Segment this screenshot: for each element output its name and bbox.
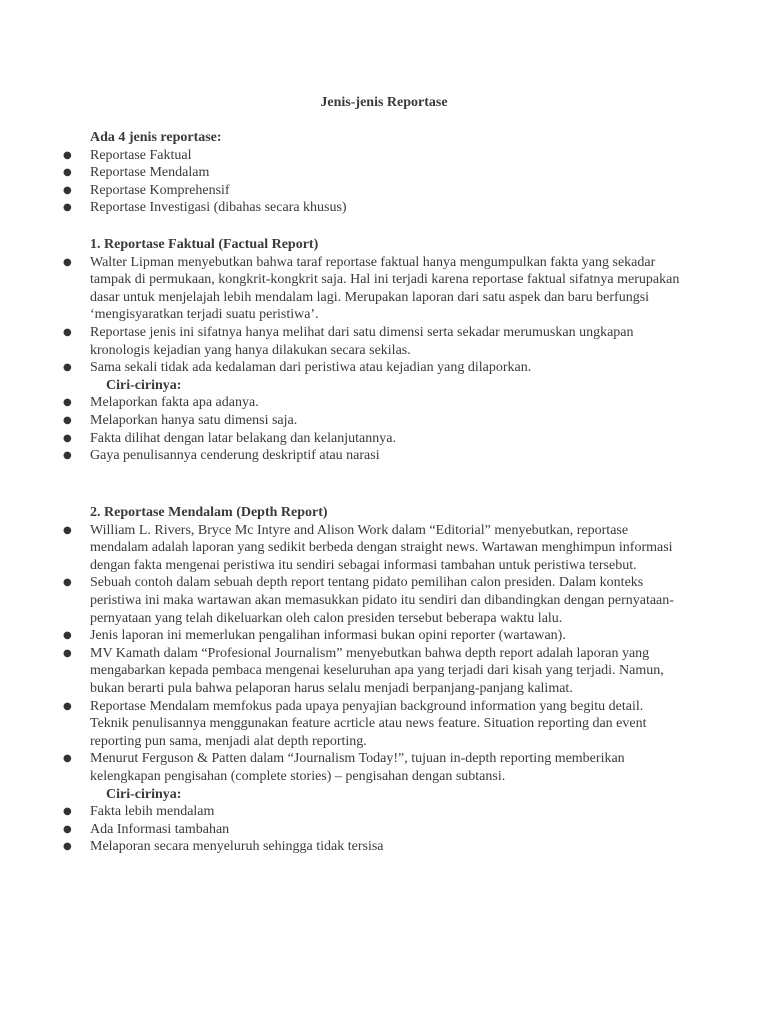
ciri-list — [0, 803, 768, 856]
bullet-icon: ● — [63, 806, 72, 818]
intro-list — [0, 147, 768, 217]
list-item: ● Fakta dilihat dengan latar belakang dan kelanjutannya. — [63, 430, 396, 446]
bullet-icon: ● — [63, 841, 72, 853]
bullet-icon: ● — [63, 753, 72, 765]
section-list — [0, 522, 768, 786]
bullet-icon: ● — [63, 362, 72, 374]
list-item: ● Reportase jenis ini sifatnya hanya melihat dari satu dimensi serta sekadar merumuskan ungkapan kronologis kejadian yang hanya dilakukan secara sekilas. — [63, 324, 634, 358]
bullet-icon: ● — [63, 700, 72, 712]
intro-heading: Ada 4 jenis reportase: — [90, 130, 222, 145]
list-item: ● Melaporkan hanya satu dimensi saja. — [63, 412, 298, 428]
section-depth-report — [0, 504, 768, 856]
bullet-icon: ● — [63, 184, 72, 196]
intro-section — [0, 129, 768, 217]
list-item: ● Reportase Mendalam memfokus pada upaya penyajian background information yang begitu detail. Teknik penulisannya menggunakan feature acrticle atau news feature. Situation reporting dan event reporting pun sama, menjadi alat depth reporting. — [63, 698, 647, 749]
bullet-icon: ● — [63, 432, 72, 444]
bullet-icon: ● — [63, 167, 72, 179]
list-item: ● Reportase Komprehensif — [63, 182, 230, 198]
bullet-icon: ● — [63, 326, 72, 338]
bullet-icon: ● — [63, 577, 72, 589]
document-title: Jenis-jenis Reportase — [320, 95, 448, 110]
list-item: ● Walter Lipman menyebutkan bahwa taraf reportase faktual hanya mengumpulkan fakta yang sekadar tampak di permukaan, kongkrit-kongkrit saja. Hal ini terjadi karena reportase faktual sifatnya merupakan dasar untuk menjelajah lebih mendalam lagi. Merupakan laporan dari satu aspek dan baru berfungsi ‘mengisyaratkan terjadi suatu peristiwa’. — [63, 254, 680, 323]
bullet-icon: ● — [63, 450, 72, 462]
section-heading: 2. Reportase Mendalam (Depth Report) — [90, 505, 328, 520]
list-item: ● Reportase Mendalam — [63, 165, 210, 181]
bullet-icon: ● — [63, 630, 72, 642]
ciri-heading: Ciri-cirinya: — [106, 786, 182, 802]
bullet-icon: ● — [63, 256, 72, 268]
ciri-list — [0, 394, 768, 464]
list-item: ● Gaya penulisannya cenderung deskriptif atau narasi — [63, 448, 380, 464]
list-item: ● Melaporan secara menyeluruh sehingga tidak tersisa — [63, 839, 384, 855]
bullet-icon: ● — [63, 149, 72, 161]
bullet-icon: ● — [63, 647, 72, 659]
list-item: ● Sebuah contoh dalam sebuah depth report tentang pidato pemilihan calon presiden. Dalam konteks peristiwa ini maka wartawan akan memasukkan pidato itu sendiri dan dibandingkan dengan pernyataan-pernyataan yang telah dikeluarkan oleh calon presiden tersebut beberapa waktu lalu. — [63, 575, 674, 626]
list-item: ● Reportase Investigasi (dibahas secara khusus) — [63, 200, 347, 216]
bullet-icon: ● — [63, 202, 72, 214]
list-item: ● Menurut Ferguson & Patten dalam “Journalism Today!”, tujuan in-depth reporting memberikan kelengkapan pengisahan (complete stories) – pengisahan dengan subtansi. — [63, 751, 625, 784]
list-item: ● Melaporkan fakta apa adanya. — [63, 395, 259, 411]
section-list — [0, 254, 768, 377]
list-item: ● William L. Rivers, Bryce Mc Intyre and Alison Work dalam “Editorial” menyebutkan, reportase mendalam adalah laporan yang sedikit berbeda dengan straight news. Wartawan menghimpun informasi dengan fakta mengenai peristiwa itu sendiri sebagai informasi tambahan untuk peristiwa tersebut. — [63, 522, 673, 573]
list-item: ● Fakta lebih mendalam — [63, 804, 215, 820]
bullet-icon: ● — [63, 524, 72, 536]
bullet-icon: ● — [63, 414, 72, 426]
ciri-heading: Ciri-cirinya: — [106, 377, 182, 393]
list-item: ● Ada Informasi tambahan — [63, 821, 230, 837]
section-heading: 1. Reportase Faktual (Factual Report) — [90, 237, 319, 252]
section-factual-report — [0, 236, 768, 465]
bullet-icon: ● — [63, 397, 72, 409]
list-item: ● Jenis laporan ini memerlukan pengalihan informasi bukan opini reporter (wartawan). — [63, 628, 566, 644]
bullet-icon: ● — [63, 823, 72, 835]
list-item: ● MV Kamath dalam “Profesional Journalism” menyebutkan bahwa depth report adalah laporan yang mengabarkan kepada pembaca mengenai keseluruhan apa yang terjadi dari kisah yang terjadi. Namun, bukan berarti pula bahwa pelaporan harus selalu menjadi berpanjang-panjang kalimat. — [63, 645, 664, 696]
list-item: ● Reportase Faktual — [63, 147, 192, 163]
list-item: ● Sama sekali tidak ada kedalaman dari peristiwa atau kejadian yang dilaporkan. — [63, 360, 532, 376]
